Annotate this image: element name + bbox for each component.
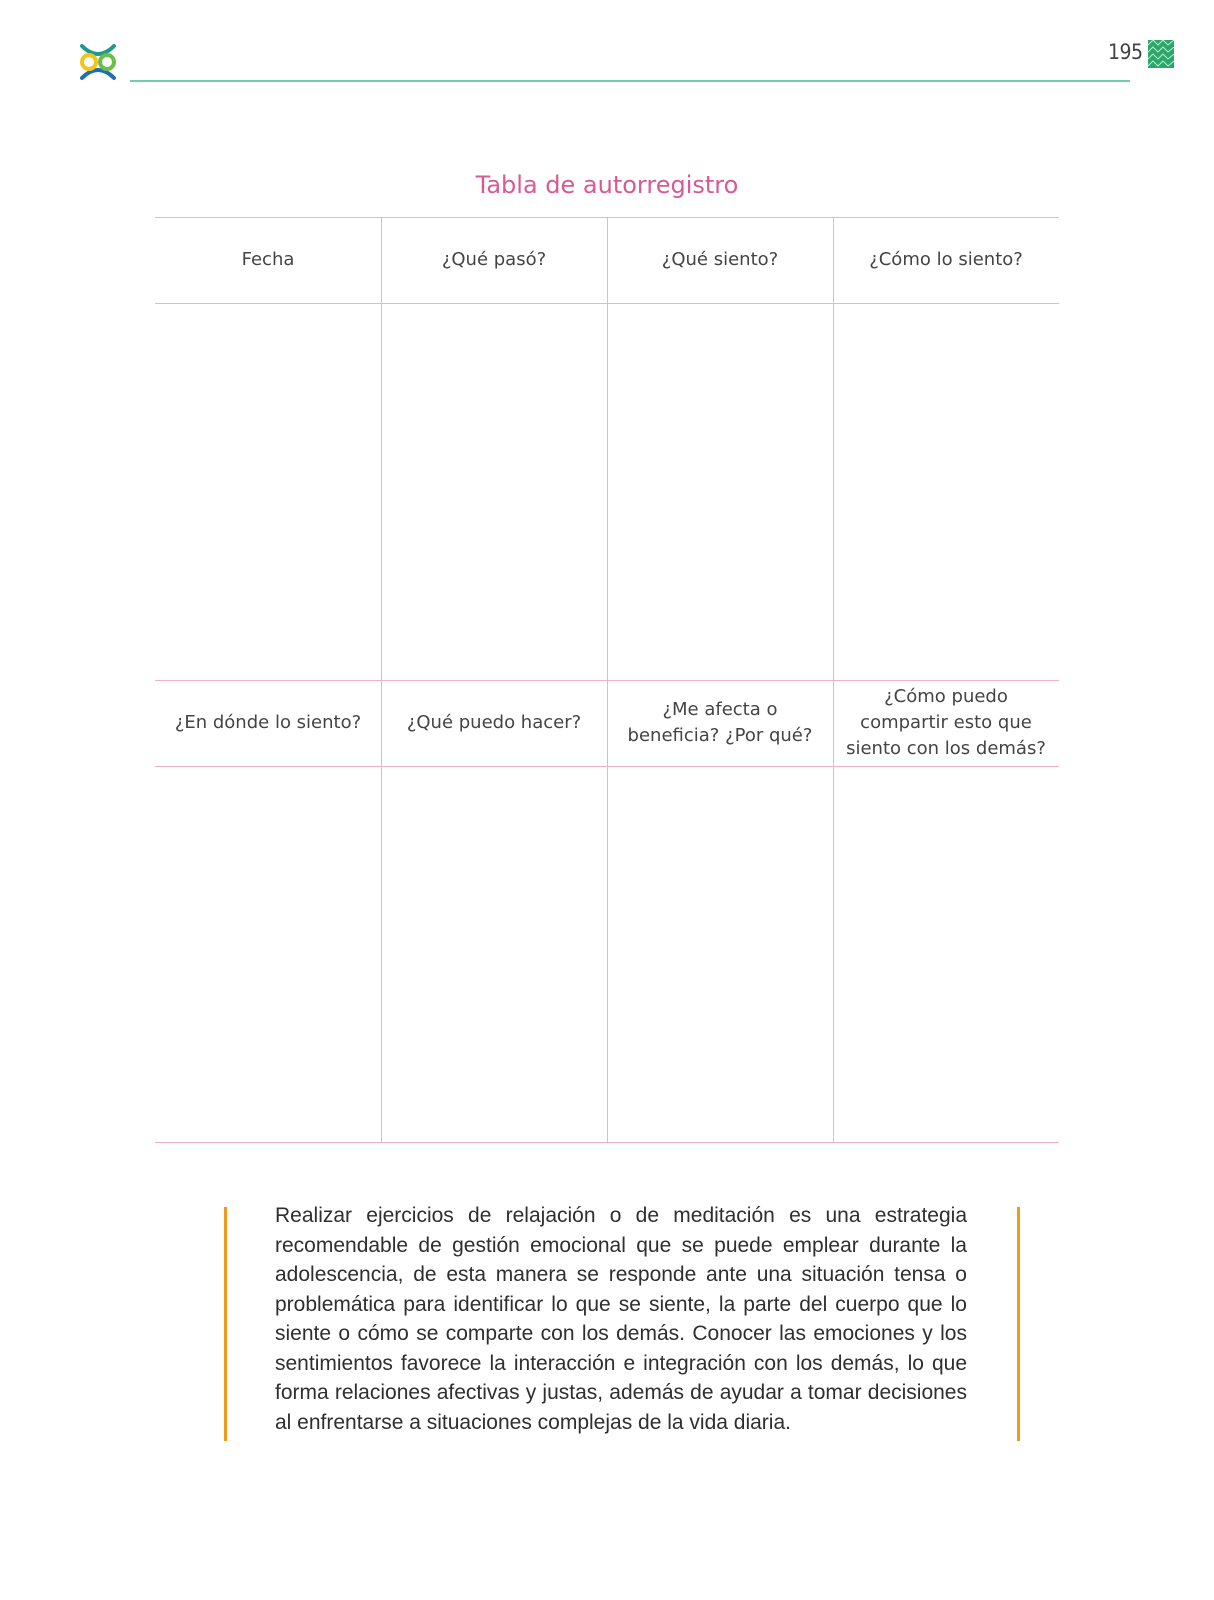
note-bar-left	[224, 1207, 227, 1441]
header-cell-como-compartir: ¿Cómo puedo compartir esto que siento con los demás?	[846, 686, 1046, 759]
publisher-logo-icon	[76, 40, 120, 84]
header-cell-que-paso: ¿Qué pasó?	[441, 249, 547, 270]
note-box	[224, 1204, 1020, 1441]
decorative-pattern-icon	[1148, 40, 1174, 68]
header-cell-que-siento: ¿Qué siento?	[661, 249, 779, 270]
page-number: 195	[1108, 40, 1143, 64]
header-cell-como-lo-siento: ¿Cómo lo siento?	[869, 249, 1023, 270]
header-cell-que-puedo-hacer: ¿Qué puedo hacer?	[406, 712, 582, 733]
header-cell-me-afecta: ¿Me afecta o beneficia? ¿Por qué?	[627, 699, 813, 746]
header-rule	[130, 80, 1130, 82]
note-bar-right	[1017, 1207, 1020, 1441]
header-cell-fecha: Fecha	[241, 249, 295, 270]
header-cell-en-donde: ¿En dónde lo siento?	[174, 712, 362, 733]
table-title: Tabla de autorregistro	[475, 171, 739, 199]
note-text: Realizar ejercicios de relajación o de meditación es una estrategia recomendable de gestión emocional que se puede emplear durante la adolescencia, de esta manera se responde ante una situación tensa o problemática para identificar lo que se siente, la parte del cuerpo que lo siente o cómo se comparte con los demás. Conocer las emociones y los sentimientos favorece la interacción e integración con los demás, lo que forma relaciones afectivas y justas, además de ayudar a tomar decisiones al enfrentarse a situaciones complejas de la vida diaria.	[275, 1204, 967, 1434]
self-record-table	[155, 217, 1059, 1143]
